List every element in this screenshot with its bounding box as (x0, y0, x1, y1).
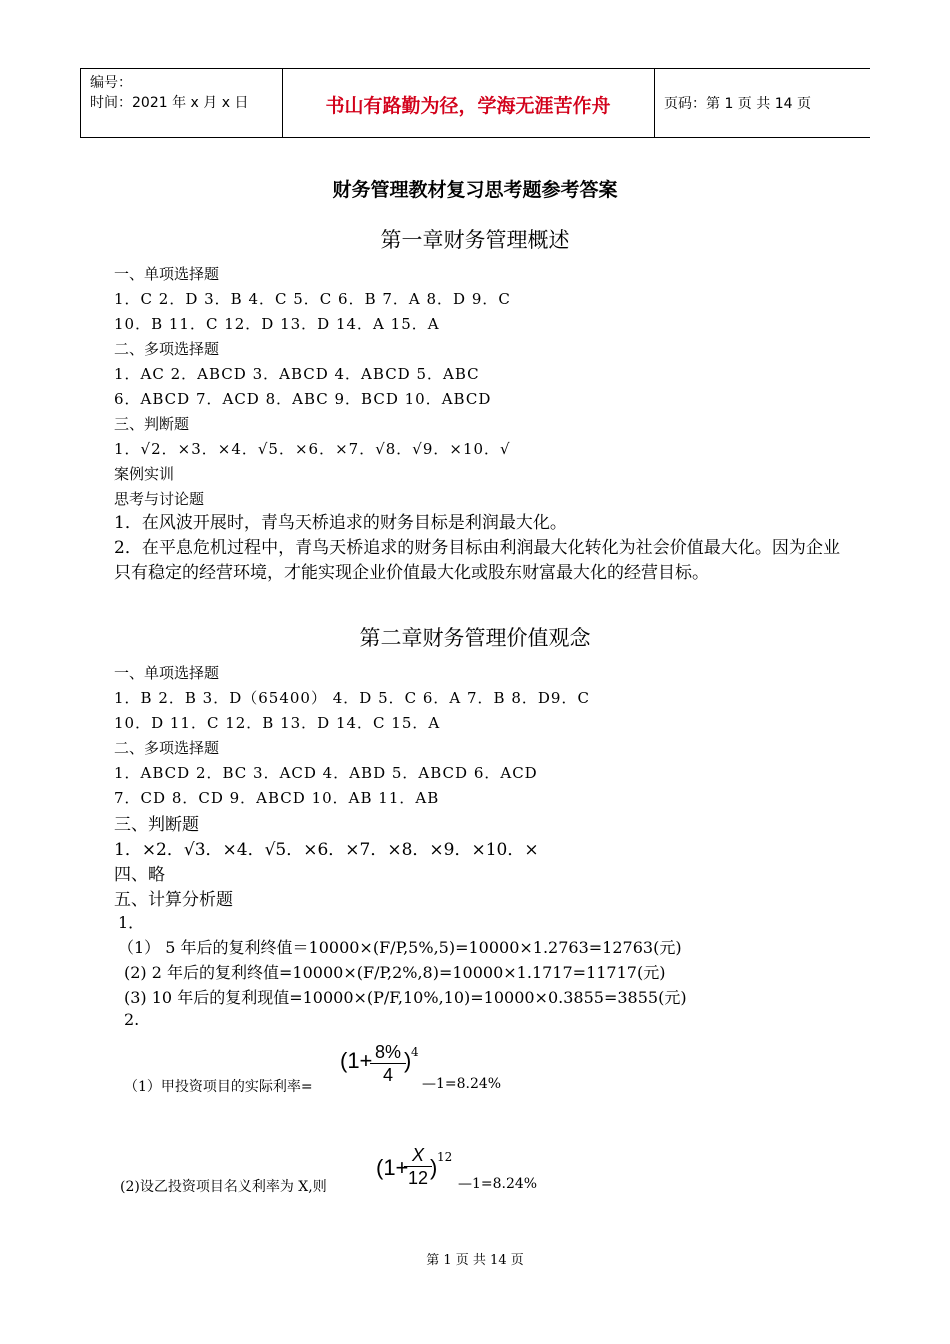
chapter-1-title: 第一章财务管理概述 (380, 228, 570, 252)
code-label: 编号： (90, 75, 132, 91)
formula-2-open: (1+ (376, 1155, 409, 1180)
ch2-judge-line: 1．×2．√3．×4．√5．×6．×7．×8．×9．×10．× (114, 840, 539, 860)
calc-q1-part-2: (2) 2 年后的复利终值=10000×(F/P,2%,8)=10000×1.1717=11717(元) (124, 963, 666, 982)
ch2-single-choice-label: 一、单项选择题 (114, 664, 220, 682)
time-label: 时间：2021 年 x 月 x 日 (90, 95, 249, 111)
header-left-border (80, 69, 81, 137)
ch1-case-label: 案例实训 (114, 465, 175, 483)
formula-2-denominator: 12 (407, 1168, 429, 1188)
ch1-judge-line: 1．√2．×3．×4．√5．×6．×7．√8．√9．×10．√ (114, 440, 511, 458)
header-table (80, 68, 870, 138)
ch1-single-choice-line-2: 10．B 11．C 12．D 13．D 14．A 15．A (114, 315, 440, 333)
ch1-single-choice-label: 一、单项选择题 (114, 265, 220, 283)
formula-1-denominator: 4 (382, 1065, 393, 1085)
calc-q1-part-3: (3) 10 年后的复利现值=10000×(P/F,10%,10)=10000×0.3855=3855(元) (124, 988, 687, 1007)
calc-q1-number: 1． (118, 913, 145, 932)
ch2-single-choice-line-1: 1．B 2．B 3．D（65400） 4．D 5．C 6．A 7．B 8．D9．C (114, 689, 590, 707)
ch1-multi-choice-label: 二、多项选择题 (114, 340, 220, 358)
header-divider-2 (654, 69, 655, 137)
ch2-multi-choice-line-1: 1．ABCD 2．BC 3．ACD 4．ABD 5．ABCD 6．ACD (114, 764, 538, 782)
ch1-multi-choice-line-1: 1．AC 2．ABCD 3．ABCD 4．ABCD 5．ABC (114, 365, 480, 383)
formula-1-fraction (370, 1041, 406, 1086)
formula-2-result: —1=8.24% (458, 1176, 538, 1192)
ch2-multi-choice-line-2: 7．CD 8．CD 9．ABCD 10．AB 11．AB (114, 789, 440, 807)
header-meta (90, 73, 248, 113)
calc-q1-part-1: （1） 5 年后的复利终值＝10000×(F/P,5%,5)=10000×1.2763=12763(元) (118, 938, 682, 957)
ch2-calc-label: 五、计算分析题 (114, 890, 233, 910)
ch2-judge-label: 三、判断题 (114, 815, 199, 835)
page-footer: 第 1 页 共 14 页 (426, 1253, 524, 1268)
formula-2-exponent: 12 (437, 1150, 453, 1164)
page-label: 页码：第 1 页 共 14 页 (664, 96, 811, 112)
ch2-omit-label: 四、略 (114, 865, 165, 885)
formula-2-numerator: X (404, 1144, 432, 1167)
ch1-single-choice-line-1: 1．C 2．D 3．B 4．C 5．C 6．B 7．A 8．D 9．C (114, 290, 511, 308)
ch2-multi-choice-label: 二、多项选择题 (114, 739, 220, 757)
ch1-judge-label: 三、判断题 (114, 415, 190, 433)
formula-2-close: ) (430, 1155, 438, 1180)
calc-q2-number: 2. (124, 1010, 140, 1029)
formula-1-result: —1=8.24% (422, 1076, 502, 1092)
formula-1-open: (1+ (340, 1048, 373, 1073)
motto: 书山有路勤为径，学海无涯苦作舟 (325, 95, 611, 117)
formula-1-label: （1）甲投资项目的实际利率= (124, 1079, 313, 1095)
ch1-discuss-label: 思考与讨论题 (114, 490, 205, 508)
formula-1-close: ) (404, 1048, 412, 1073)
ch1-discuss-2: 2．在平息危机过程中，青鸟天桥追求的财务目标由利润最大化转化为社会价值最大化。因为企业只有稳定的经营环境，才能实现企业价值最大化或股东财富最大化的经营目标。 (114, 538, 840, 583)
document-title: 财务管理教材复习思考题参考答案 (332, 179, 618, 201)
ch2-single-choice-line-2: 10．D 11．C 12．B 13．D 14．C 15．A (114, 714, 441, 732)
chapter-2-title: 第二章财务管理价值观念 (359, 626, 591, 650)
formula-1-numerator: 8% (370, 1041, 406, 1064)
ch1-multi-choice-line-2: 6．ABCD 7．ACD 8．ABC 9．BCD 10．ABCD (114, 390, 492, 408)
formula-1-exponent: 4 (411, 1045, 419, 1059)
formula-2-label: (2)设乙投资项目名义利率为 X,则 (120, 1179, 327, 1195)
formula-2-fraction (404, 1144, 432, 1189)
ch1-discuss-1: 1．在风波开展时，青鸟天桥追求的财务目标是利润最大化。 (114, 513, 567, 533)
